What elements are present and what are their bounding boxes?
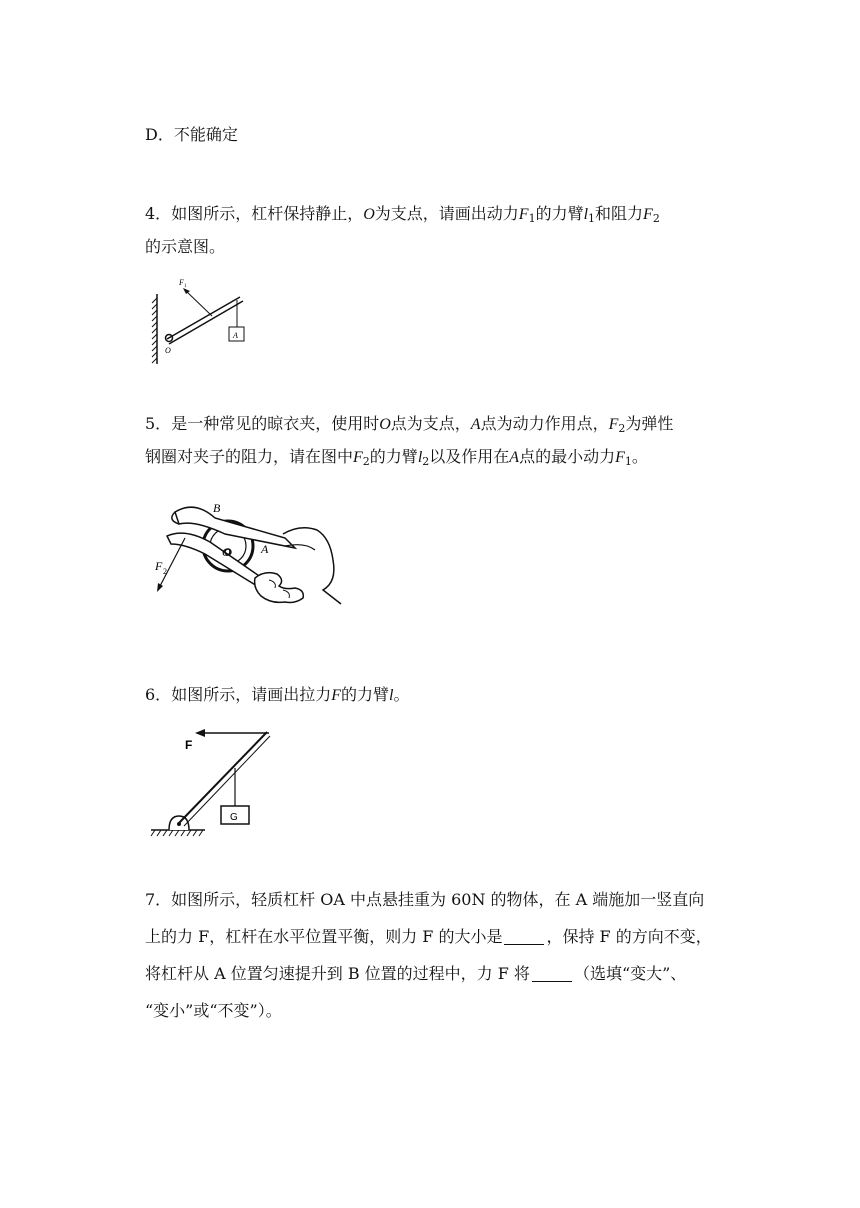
label-f2: F	[155, 559, 163, 573]
clothespin-figure-q5	[145, 490, 345, 620]
option-d: D．不能确定	[145, 125, 238, 144]
q7-line-3: 将杠杆从 A 位置匀速提升到 B 位置的过程中，力 F 将 （选填“变大”、	[145, 964, 687, 983]
q5-line-1: 5．是一种常见的晾衣夹，使用时O点为支点，A点为动力作用点，$F_2$为弹性	[145, 414, 674, 435]
force-label: F	[179, 278, 184, 287]
lever-figure-q4	[145, 272, 255, 368]
q5-line-2: 钢圈对夹子的阻力，请在图中$F_2$的力臂$l_2$以及作用在A点的最小动力$F_1$。	[145, 447, 648, 468]
label-a: A	[261, 542, 269, 556]
lever-figure-q6	[145, 728, 285, 840]
answer-blank-2[interactable]	[532, 965, 572, 982]
pivot-label: O	[165, 346, 171, 355]
label-f2-subscript: 2	[163, 567, 167, 576]
q6-line-1: 6．如图所示，请画出拉力F的力臂l。	[145, 685, 410, 704]
q7-line-2: 上的力 F，杠杆在水平位置平衡，则力 F 的大小是 ，保持 F 的方向不变，	[145, 927, 712, 946]
weight-label: G	[230, 812, 238, 823]
label-o: O	[222, 545, 231, 559]
label-b: B	[213, 501, 221, 515]
q7-line-1: 7．如图所示，轻质杠杆 OA 中点悬挂重为 60N 的物体，在 A 端施加一竖直向	[145, 890, 705, 909]
q4-line-2: 的示意图。	[145, 237, 226, 256]
answer-blank-1[interactable]	[504, 928, 544, 945]
force-label: F	[185, 738, 193, 752]
force-subscript: 1	[184, 284, 187, 289]
q7-line-4: “变小”或“不变”）。	[145, 1001, 282, 1020]
block-label: A	[233, 331, 238, 340]
q4-line-1: 4．如图所示，杠杆保持静止，O为支点，请画出动力$F_1$的力臂$l_1$和阻力$F_2$	[145, 204, 660, 225]
